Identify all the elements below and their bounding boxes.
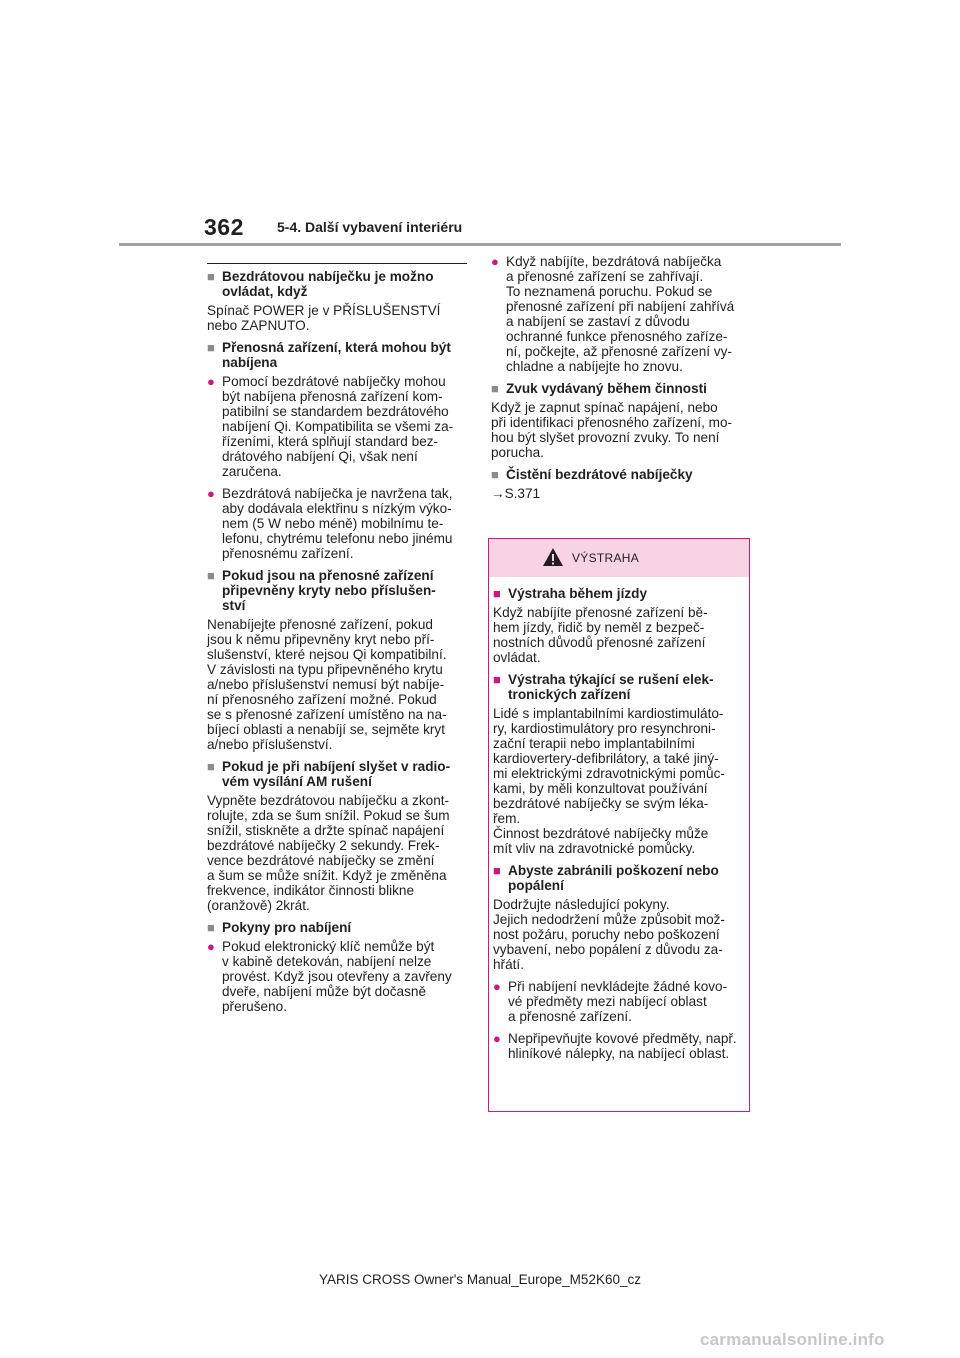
text-line: a šum se může snížit. Když je změněna — [207, 868, 447, 883]
text-line: Jejich nedodržení může způsobit mož- — [493, 912, 725, 927]
text-line: Vypněte bezdrátovou nabíječku a zkont- — [207, 793, 450, 808]
text-line: Při nabíjení nevkládejte žádné kovo- — [508, 979, 728, 994]
text-line: a přenosné zařízení. — [508, 1009, 632, 1024]
text-line: Pokud jsou na přenosné zařízení — [222, 568, 434, 583]
text-line: patibilní se standardem bezdrátového — [222, 404, 449, 419]
text-line: snížil, stiskněte a držte spínač napájení — [207, 823, 445, 838]
text-line: To neznamená poruchu. Pokud se — [506, 284, 713, 299]
paragraph-covers — [207, 617, 469, 752]
circle-bullet-icon: ● — [493, 979, 501, 994]
text-line: Pomocí bezdrátové nabíječky mohou — [222, 374, 446, 389]
section-title: 5-4. Další vybavení interiéru — [277, 219, 463, 235]
text-line: nost požáru, poruchy nebo poškození — [493, 927, 720, 942]
heading-interference-warning — [493, 672, 745, 702]
text-line: Když nabíjíte, bezdrátová nabíječka — [506, 254, 722, 269]
text-line: V závislosti na typu připevněného krytu — [207, 662, 443, 677]
warning-header — [489, 539, 749, 577]
text-line: Pokud elektronický klíč nemůže být — [222, 939, 435, 954]
square-bullet-icon: ■ — [207, 340, 215, 355]
paragraph-power-switch — [207, 303, 469, 333]
heading-damage-warning — [493, 863, 745, 893]
text-line: kardiovertery-defibrilátory, a také jiný- — [493, 751, 719, 766]
text-line: Lidé s implantabilními kardiostimuláto- — [493, 706, 724, 721]
text-line: jsou k němu připevněny kryt nebo pří- — [207, 632, 435, 647]
text-line: ochranné funkce přenosného zaříze- — [506, 329, 728, 344]
text-line: nem (5 W nebo méně) mobilnímu te- — [222, 516, 444, 531]
text-line: ní, počkejte, až přenosné zařízení vy- — [506, 344, 732, 359]
right-column — [491, 254, 753, 508]
square-bullet-icon: ■ — [207, 759, 215, 774]
text-line: (oranžově) 2krát. — [207, 898, 310, 913]
square-bullet-icon: ■ — [207, 269, 215, 284]
text-line: aby dodávala elektřinu s nízkým výko- — [222, 501, 452, 516]
heading-text — [222, 269, 469, 299]
text-line: Nenabíjejte přenosné zařízení, pokud — [207, 617, 433, 632]
heading-text — [506, 381, 753, 396]
bullet-text — [508, 1031, 745, 1061]
square-bullet-icon: ■ — [493, 586, 501, 601]
text-line: hou být slyšet provozní zvuky. To není — [491, 430, 720, 445]
text-line: ní přenosného zařízení možné. Pokud — [207, 692, 437, 707]
text-line: Přenosná zařízení, která mohou být — [222, 340, 451, 355]
text-line: hřátí. — [493, 957, 524, 972]
text-line: přenosnému zařízení. — [222, 546, 354, 561]
text-line: frekvence, indikátor činnosti blikne — [207, 883, 415, 898]
text-line: bíjecí oblasti a nenabíjí se, sejměte kryt — [207, 722, 446, 737]
text-line: Zvuk vydávaný během činnosti — [506, 381, 707, 396]
header-divider — [119, 243, 841, 246]
circle-bullet-icon: ● — [207, 939, 215, 954]
text-line: vence bezdrátové nabíječky se změní — [207, 853, 435, 868]
page-number: 362 — [204, 214, 244, 240]
text-line: drátového nabíjení Qi, však není — [222, 449, 418, 464]
bullet-text — [222, 939, 469, 1014]
text-line: chladne a nabíjejte ho znovu. — [506, 359, 683, 374]
text-line: připevněny kryty nebo příslušen- — [222, 583, 436, 598]
heading-covers-accessories — [207, 568, 469, 613]
bullet-heating — [491, 254, 753, 374]
paragraph-am-noise — [207, 793, 469, 913]
square-bullet-icon: ■ — [491, 381, 499, 396]
text-line: rolujte, zda se šum snížil. Pokud se šum — [207, 808, 450, 823]
text-line: provést. Když jsou otevřeny a zavřeny — [222, 969, 452, 984]
warning-box — [488, 538, 750, 1112]
text-line: a nabíjení se zastaví z důvodu — [506, 314, 690, 329]
warning-body — [493, 578, 745, 1068]
text-line: se s přenosné zařízení umístěno na na- — [207, 707, 447, 722]
watermark: carmanualsonline.info — [700, 1330, 885, 1349]
paragraph-damage-warning — [493, 897, 745, 972]
square-bullet-icon: ■ — [491, 467, 499, 482]
warning-triangle-icon — [542, 547, 564, 567]
text-line: Čistění bezdrátové nabíječky — [506, 467, 693, 482]
heading-text — [222, 920, 469, 935]
text-line: kami, by měli konzultovat používání — [493, 781, 708, 796]
bullet-qi-compatibility — [207, 374, 469, 479]
text-line: dveře, nabíjení může být dočasně — [222, 984, 427, 999]
text-line: řízeními, která splňují standard bez- — [222, 434, 439, 449]
text-line: nabíjena — [222, 355, 278, 370]
text-line: ovládat, když — [222, 284, 308, 299]
text-line: ství — [222, 598, 246, 613]
text-line: bezdrátové nabíječky se svým léka- — [493, 796, 709, 811]
text-line: zaručena. — [222, 464, 282, 479]
text-line: porucha. — [491, 445, 544, 460]
circle-bullet-icon: ● — [493, 1031, 501, 1046]
text-line: Dodržujte následující pokyny. — [493, 897, 670, 912]
text-line: nostních důvodů přenosné zařízení — [493, 635, 706, 650]
heading-am-noise — [207, 759, 469, 789]
text-line: hliníkové nálepky, na nabíjecí oblast. — [508, 1046, 730, 1061]
text-line: hem jízdy, řidič by neměl z bezpeč- — [493, 620, 705, 635]
bullet-text — [506, 254, 753, 374]
paragraph-interference-warning — [493, 706, 745, 856]
text-line: Pokud je při nabíjení slyšet v radio- — [222, 759, 451, 774]
bullet-text — [222, 486, 469, 561]
bullet-text — [222, 374, 469, 479]
text-line: mi elektrickými zdravotnickými pomůc- — [493, 766, 725, 781]
text-line: nebo ZAPNUTO. — [207, 318, 310, 333]
text-line: Bezdrátová nabíječka je navržena tak, — [222, 486, 453, 501]
text-line: Když nabíjíte přenosné zařízení bě- — [493, 605, 708, 620]
bullet-electronic-key — [207, 939, 469, 1014]
heading-text — [508, 586, 745, 601]
heading-charging-conditions — [207, 269, 469, 299]
text-line: a přenosné zařízení se zahřívají. — [506, 269, 704, 284]
text-line: vybavení, nebo popálení z důvodu za- — [493, 942, 723, 957]
heading-text — [508, 672, 745, 702]
warning-title: VÝSTRAHA — [572, 551, 640, 565]
heading-driving-warning — [493, 586, 745, 601]
text-line: ovládat. — [493, 650, 541, 665]
square-bullet-icon: ■ — [207, 568, 215, 583]
square-bullet-icon: ■ — [207, 920, 215, 935]
heading-text — [222, 340, 469, 370]
heading-charging-instructions — [207, 920, 469, 935]
text-line: slušenství, které nejsou Qi kompatibilní. — [207, 647, 447, 662]
paragraph-driving-warning — [493, 605, 745, 665]
text-line: tronických zařízení — [508, 687, 631, 702]
left-column — [207, 269, 469, 1021]
text-line: Činnost bezdrátové nabíječky může — [493, 826, 709, 841]
text-line: ry, kardiostimulátory pro resynchroni- — [493, 721, 716, 736]
text-line: Výstraha týkající se rušení elek- — [508, 672, 714, 687]
text-line: být nabíjena přenosná zařízení kom- — [222, 389, 443, 404]
bullet-metal-stickers — [493, 1031, 745, 1061]
heading-text — [222, 568, 469, 613]
circle-bullet-icon: ● — [491, 254, 499, 269]
text-line: vém vysílání AM rušení — [222, 774, 372, 789]
bullet-low-power — [207, 486, 469, 561]
text-line: řem. — [493, 811, 521, 826]
heading-cleaning — [491, 467, 753, 482]
text-line: Spínač POWER je v PŘÍSLUŠENSTVÍ — [207, 303, 441, 318]
text-line: nabíjení Qi. Kompatibilita se všemi za- — [222, 419, 454, 434]
page-reference-link[interactable]: →S.371 — [491, 486, 541, 501]
heading-text — [506, 467, 753, 482]
text-line: vé předměty mezi nabíjecí oblast — [508, 994, 707, 1009]
footer-manual-id: YARIS CROSS Owner's Manual_Europe_M52K60_cz — [319, 1272, 641, 1287]
paragraph-operating-sound — [491, 400, 753, 460]
text-line: Nepřipevňujte kovové předměty, např. — [508, 1031, 737, 1046]
square-bullet-icon: ■ — [493, 863, 501, 878]
text-line: lefonu, chytrému telefonu nebo jinému — [222, 531, 453, 546]
text-line: Když je zapnut spínač napájení, nebo — [491, 400, 718, 415]
heading-operating-sound — [491, 381, 753, 396]
text-line: v kabině detekován, nabíjení nelze — [222, 954, 432, 969]
text-line: zační terapii nebo implantabilními — [493, 736, 695, 751]
text-line: Abyste zabránili poškození nebo — [508, 863, 719, 878]
text-line: přerušeno. — [222, 999, 287, 1014]
heading-text — [222, 759, 469, 789]
text-line: a/nebo příslušenství nemusí být nabíje- — [207, 677, 445, 692]
heading-text — [508, 863, 745, 893]
heading-chargeable-devices — [207, 340, 469, 370]
bullet-text — [508, 979, 745, 1024]
text-line: a/nebo příslušenství. — [207, 737, 333, 752]
text-line: Bezdrátovou nabíječku je možno — [222, 269, 434, 284]
text-line: Výstraha během jízdy — [508, 586, 648, 601]
text-line: přenosné zařízení při nabíjení zahřívá — [506, 299, 735, 314]
text-line: bezdrátové nabíječky 2 sekundy. Frek- — [207, 838, 440, 853]
circle-bullet-icon: ● — [207, 486, 215, 501]
bullet-metal-objects — [493, 979, 745, 1024]
column-top-divider — [207, 263, 467, 264]
text-line: Pokyny pro nabíjení — [222, 920, 352, 935]
text-line: popálení — [508, 878, 564, 893]
square-bullet-icon: ■ — [493, 672, 501, 687]
text-line: mít vliv na zdravotnické pomůcky. — [493, 841, 696, 856]
text-line: při identifikaci přenosného zařízení, mo- — [491, 415, 733, 430]
circle-bullet-icon: ● — [207, 374, 215, 389]
